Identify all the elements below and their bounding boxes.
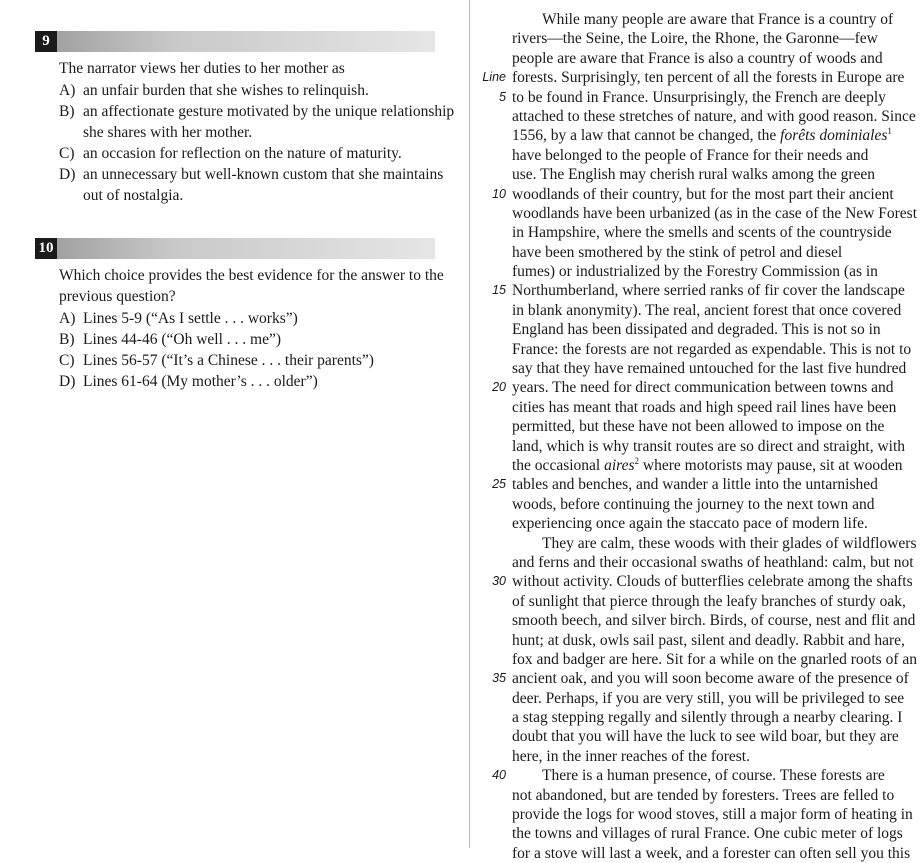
line-text: of sunlight that pierce through the leafy branches of sturdy oak, bbox=[512, 592, 906, 610]
passage-line bbox=[470, 359, 923, 378]
line-text: fumes) or industrialized by the Forestry Commission (as in bbox=[512, 263, 878, 281]
passage-line bbox=[470, 631, 923, 650]
passage-line bbox=[470, 320, 923, 339]
choice-text: Lines 61-64 (My mother’s . . . older”) bbox=[83, 373, 318, 390]
line-text: deer. Perhaps, if you are very still, you will be privileged to see bbox=[512, 689, 905, 707]
choice-text: an unnecessary but well-known custom that she maintains out of nostalgia. bbox=[83, 166, 444, 204]
passage-line bbox=[470, 29, 923, 48]
line-text: attached to these stretches of nature, and with good reason. Since bbox=[512, 107, 916, 125]
line-text: have belonged to the people of France for their needs and bbox=[512, 146, 869, 164]
line-number: 20 bbox=[492, 380, 506, 395]
line-text-segment: 1556, by a law that cannot be changed, the bbox=[512, 127, 781, 145]
line-text bbox=[512, 456, 903, 475]
line-text: woods, before continuing the journey to the next town and bbox=[512, 495, 875, 513]
line-text: and ferns and their occasional swaths of heathland: calm, but not bbox=[512, 553, 914, 571]
line-text: provide the logs for wood stoves, still a major form of heating in bbox=[512, 806, 913, 824]
line-text: woodlands of their country, but for the most part their ancient bbox=[512, 185, 894, 203]
line-text: While many people are aware that France is a country of bbox=[542, 11, 894, 28]
passage-line bbox=[470, 495, 923, 514]
passage-line bbox=[470, 243, 923, 262]
choice-text: Lines 44-46 (“Oh well . . . me”) bbox=[83, 331, 281, 348]
passage-line bbox=[470, 107, 923, 126]
line-text: for a stove will last a week, and a forester can often sell you this bbox=[512, 844, 911, 862]
line-text-segment: where motorists may pause, sit at wooden bbox=[639, 456, 903, 474]
line-text: have been smothered by the stink of petrol and diesel bbox=[512, 243, 843, 261]
footnote-marker: 2 bbox=[634, 455, 640, 466]
line-text: without activity. Clouds of butterflies celebrate among the shafts bbox=[512, 573, 913, 591]
line-text: France: the forests are not regarded as expendable. This is not to bbox=[512, 340, 912, 358]
line-text: say that they have remained untouched for the last five hundred bbox=[512, 360, 907, 378]
answer-choice-b[interactable] bbox=[59, 101, 459, 143]
line-text bbox=[512, 126, 892, 145]
line-text: the towns and villages of rural France. One cubic meter of logs bbox=[512, 825, 903, 843]
passage-line bbox=[470, 281, 923, 300]
passage-line bbox=[470, 223, 923, 242]
passage-line bbox=[470, 417, 923, 436]
passage-line bbox=[470, 475, 923, 494]
choice-letter: A) bbox=[59, 310, 76, 327]
line-text-segment: the occasional bbox=[512, 456, 605, 474]
line-text: fox and badger are here. Sit for a while on the gnarled roots of an bbox=[512, 650, 918, 668]
passage-line bbox=[470, 572, 923, 591]
line-text: There is a human presence, of course. These forests are bbox=[542, 767, 885, 785]
line-number: 30 bbox=[492, 574, 506, 589]
passage-line bbox=[470, 262, 923, 281]
passage-line bbox=[470, 301, 923, 320]
line-text: not abandoned, but are tended by foresters. Trees are felled to bbox=[512, 786, 895, 804]
line-number: 10 bbox=[492, 186, 506, 201]
passage-line bbox=[470, 456, 923, 475]
passage-line bbox=[470, 553, 923, 572]
line-text: rivers—the Seine, the Loire, the Rhone, the Garonne—few bbox=[512, 30, 878, 48]
passage-line bbox=[470, 844, 923, 863]
line-text: land, which is why transit routes are so direct and straight, with bbox=[512, 437, 906, 455]
answer-choice-a[interactable] bbox=[59, 308, 459, 329]
choice-letter: D) bbox=[59, 373, 76, 390]
passage-line bbox=[470, 165, 923, 184]
line-text: tables and benches, and wander a little into the untarnished bbox=[512, 476, 878, 494]
choice-text: Lines 5-9 (“As I settle . . . works”) bbox=[83, 310, 298, 327]
passage-line bbox=[470, 398, 923, 417]
footnote-marker: 1 bbox=[887, 126, 892, 137]
line-text: cities has meant that roads and high speed rail lines have been bbox=[512, 398, 897, 416]
choice-letter: C) bbox=[59, 145, 75, 162]
line-text: people are aware that France is also a country of woods and bbox=[512, 49, 883, 67]
passage-line bbox=[470, 689, 923, 708]
line-text: in blank anonymity). The real, ancient forest that once covered bbox=[512, 301, 902, 319]
choice-text: Lines 56-57 (“It’s a Chinese . . . their parents”) bbox=[83, 352, 374, 369]
line-text: use. The English may cherish rural walks among the green bbox=[512, 166, 876, 184]
line-text: years. The need for direct communication between towns and bbox=[512, 379, 894, 397]
reading-passage bbox=[470, 10, 923, 863]
choice-letter: B) bbox=[59, 331, 75, 348]
passage-line bbox=[470, 126, 923, 145]
passage-line bbox=[470, 592, 923, 611]
line-text: woodlands have been urbanized (as in the case of the New Forest bbox=[512, 204, 918, 222]
question-9-header bbox=[35, 31, 435, 52]
choice-letter: D) bbox=[59, 166, 76, 183]
answer-choice-c[interactable] bbox=[59, 143, 459, 164]
answer-choice-d[interactable] bbox=[59, 371, 459, 392]
line-text: here, in the inner reaches of the forest. bbox=[512, 747, 750, 765]
question-10-header bbox=[35, 238, 435, 259]
line-number: 15 bbox=[492, 283, 506, 298]
passage-line bbox=[470, 534, 923, 553]
choice-letter: C) bbox=[59, 352, 75, 369]
passage-line bbox=[470, 10, 923, 29]
passage-line bbox=[470, 378, 923, 397]
passage-line bbox=[470, 437, 923, 456]
passage-line bbox=[470, 805, 923, 824]
choice-text: an affectionate gesture motivated by the unique relationship she shares with her mother. bbox=[83, 103, 455, 141]
passage-line bbox=[470, 204, 923, 223]
passage-line bbox=[470, 185, 923, 204]
line-text: hunt; at dusk, owls sail past, silent and deadly. Rabbit and hare, bbox=[512, 631, 905, 649]
passage-line bbox=[470, 708, 923, 727]
choice-letter: A) bbox=[59, 82, 76, 99]
italic-term: aires bbox=[604, 456, 635, 474]
passage-line bbox=[470, 766, 923, 785]
passage-line bbox=[470, 88, 923, 107]
question-number: 10 bbox=[35, 238, 57, 259]
answer-choice-d[interactable] bbox=[59, 164, 459, 206]
line-text: to be found in France. Unsurprisingly, the French are deeply bbox=[512, 88, 886, 106]
passage-line bbox=[470, 727, 923, 746]
line-number: 5 bbox=[499, 89, 506, 104]
answer-choice-c[interactable] bbox=[59, 350, 459, 371]
choice-text: an unfair burden that she wishes to relinquish. bbox=[83, 82, 369, 99]
answer-choices bbox=[59, 308, 459, 392]
line-text: in Hampshire, where the smells and scents of the countryside bbox=[512, 224, 892, 242]
question-stem: The narrator views her duties to her mother as bbox=[59, 60, 345, 77]
passage-line bbox=[470, 786, 923, 805]
line-number: 40 bbox=[492, 768, 506, 783]
choice-letter: B) bbox=[59, 103, 75, 120]
line-number: Line bbox=[482, 70, 506, 85]
passage-line bbox=[470, 650, 923, 669]
question-stem: Which choice provides the best evidence for the answer to the previous question? bbox=[59, 267, 444, 305]
passage-line bbox=[470, 340, 923, 359]
passage-line bbox=[470, 514, 923, 533]
passage-line bbox=[470, 611, 923, 630]
passage-line bbox=[470, 146, 923, 165]
answer-choice-a[interactable] bbox=[59, 80, 459, 101]
passage-line bbox=[470, 824, 923, 843]
answer-choices bbox=[59, 80, 459, 206]
passage-line bbox=[470, 49, 923, 68]
choice-text: an occasion for reflection on the nature of maturity. bbox=[83, 145, 402, 162]
passage-line bbox=[470, 669, 923, 688]
line-text: a stag stepping regally and silently through a nearby clearing. I bbox=[512, 709, 903, 727]
line-text: Northumberland, where serried ranks of fir cover the landscape bbox=[512, 282, 905, 300]
line-number: 35 bbox=[492, 671, 506, 686]
line-text: forests. Surprisingly, ten percent of all the forests in Europe are bbox=[512, 69, 905, 87]
line-text: doubt that you will have the luck to see wild boar, but they are bbox=[512, 728, 899, 746]
line-text: ancient oak, and you will soon become aware of the presence of bbox=[512, 670, 909, 688]
line-number: 25 bbox=[492, 477, 506, 492]
question-number: 9 bbox=[35, 31, 57, 52]
passage-line bbox=[470, 68, 923, 87]
italic-term: forêts dominiales bbox=[780, 127, 888, 145]
passage-line bbox=[470, 747, 923, 766]
answer-choice-b[interactable] bbox=[59, 329, 459, 350]
line-text: experiencing once again the staccato pace of modern life. bbox=[512, 515, 868, 533]
line-text: smooth beech, and silver birch. Birds, of course, nest and flit and bbox=[512, 612, 916, 630]
line-text: England has been dissipated and degraded. This is not so in bbox=[512, 321, 881, 339]
line-text: They are calm, these woods with their glades of wildflowers bbox=[542, 534, 917, 552]
line-text: permitted, but these have not been allowed to impose on the bbox=[512, 418, 885, 436]
